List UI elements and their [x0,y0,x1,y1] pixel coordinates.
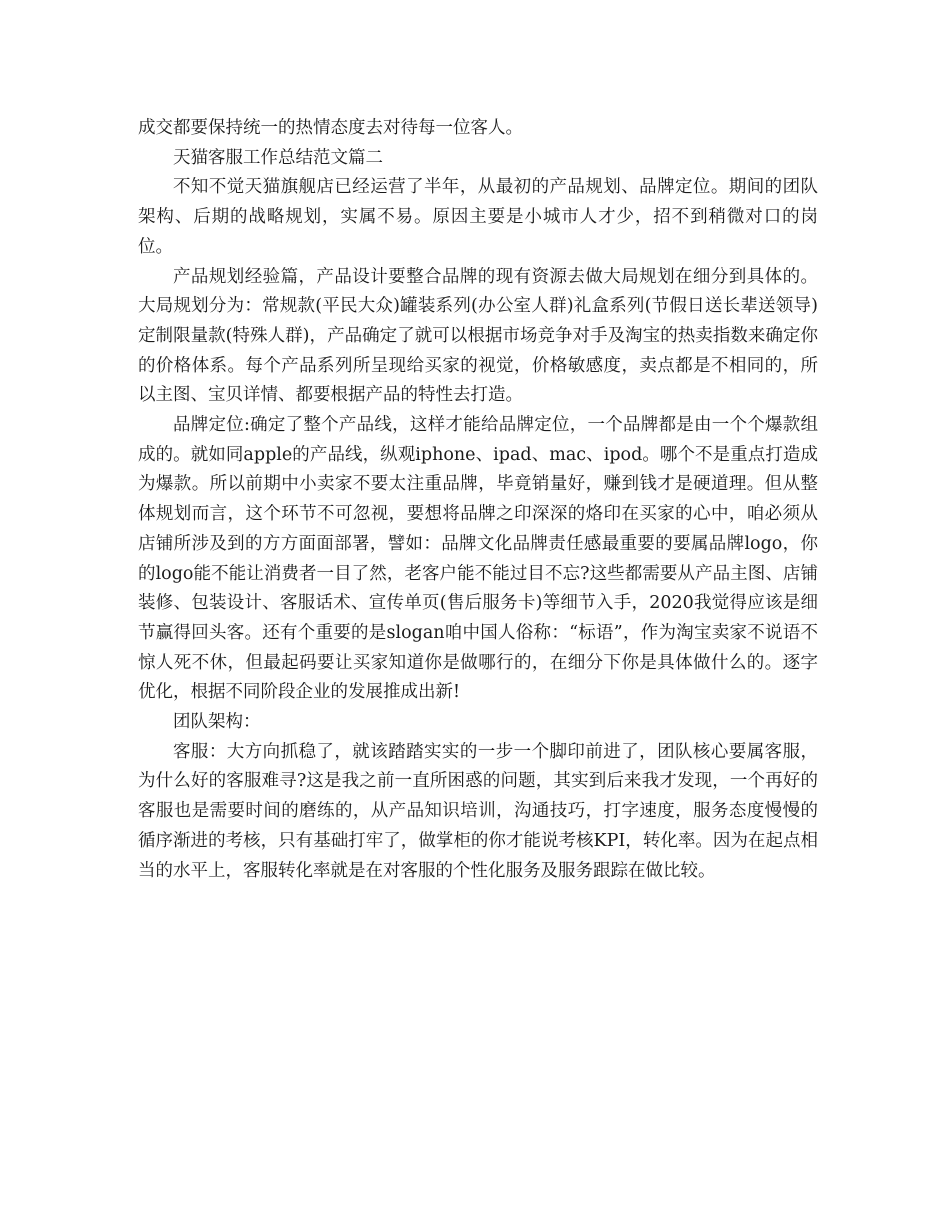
paragraph-continuation: 成交都要保持统一的热情态度去对待每一位客人。 [138,118,523,138]
paragraph-product-planning: 产品规划经验篇，产品设计要整合品牌的现有资源去做大局规划在细分到具体的。大局规划分为：常规款(平民大众)罐装系列(办公室人群)礼盒系列(节假日送长辈送领导)定制限量款(特殊人群)，产品确定了就可以根据市场竞争对手及淘宝的热卖指数来确定你的价格体系。每个产品系列所呈现给买家的视觉，价格敏感度，卖点都是不相同的，所以主图、宝贝详情、都要根据产品的特性去打造。 [138,266,818,406]
paragraph-brand-positioning: 品牌定位:确定了整个产品线，这样才能给品牌定位，一个品牌都是由一个个爆款组成的。就如同apple的产品线，纵观iphone、ipad、mac、ipod。哪个不是重点打造成为爆款。所以前期中小卖家不要太注重品牌，毕竟销量好，赚到钱才是硬道理。但从整体规划而言，这个环节不可忽视，要想将品牌之印深深的烙印在买家的心中，咱必须从店铺所涉及到的方方面面部署，譬如：品牌文化品牌责任感最重要的要属品牌logo，你的logo能不能让消费者一目了然，老客户能不能过目不忘?这些都需要从产品主图、店铺装修、包装设计、客服话术、宣传单页(售后服务卡)等细节入手，2020我觉得应该是细节赢得回头客。还有个重要的是slogan咱中国人俗称：“标语”，作为淘宝卖家不说语不惊人死不休，但最起码要让买家知道你是做哪行的，在细分下你是具体做什么的。逐字优化，根据不同阶段企业的发展推成出新! [138,415,818,703]
paragraph-customer-service: 客服：大方向抓稳了，就该踏踏实实的一步一个脚印前进了，团队核心要属客服，为什么好的客服难寻?这是我之前一直所困惑的问题，其实到后来我才发现，一个再好的客服也是需要时间的磨练的，从产品知识培训，沟通技巧，打字速度，服务态度慢慢的循序渐进的考核，只有基础打牢了，做掌柜的你才能说考核KPI，转化率。因为在起点相当的水平上，客服转化率就是在对客服的个性化服务及服务跟踪在做比较。 [138,741,818,881]
document-body [138,114,818,886]
paragraph-intro: 不知不觉天猫旗舰店已经运营了半年，从最初的产品规划、品牌定位。期间的团队架构、后期的战略规划，实属不易。原因主要是小城市人才少，招不到稍微对口的岗位。 [138,177,818,257]
team-structure-heading: 团队架构： [173,712,261,733]
section-heading: 天猫客服工作总结范文篇二 [173,147,383,168]
